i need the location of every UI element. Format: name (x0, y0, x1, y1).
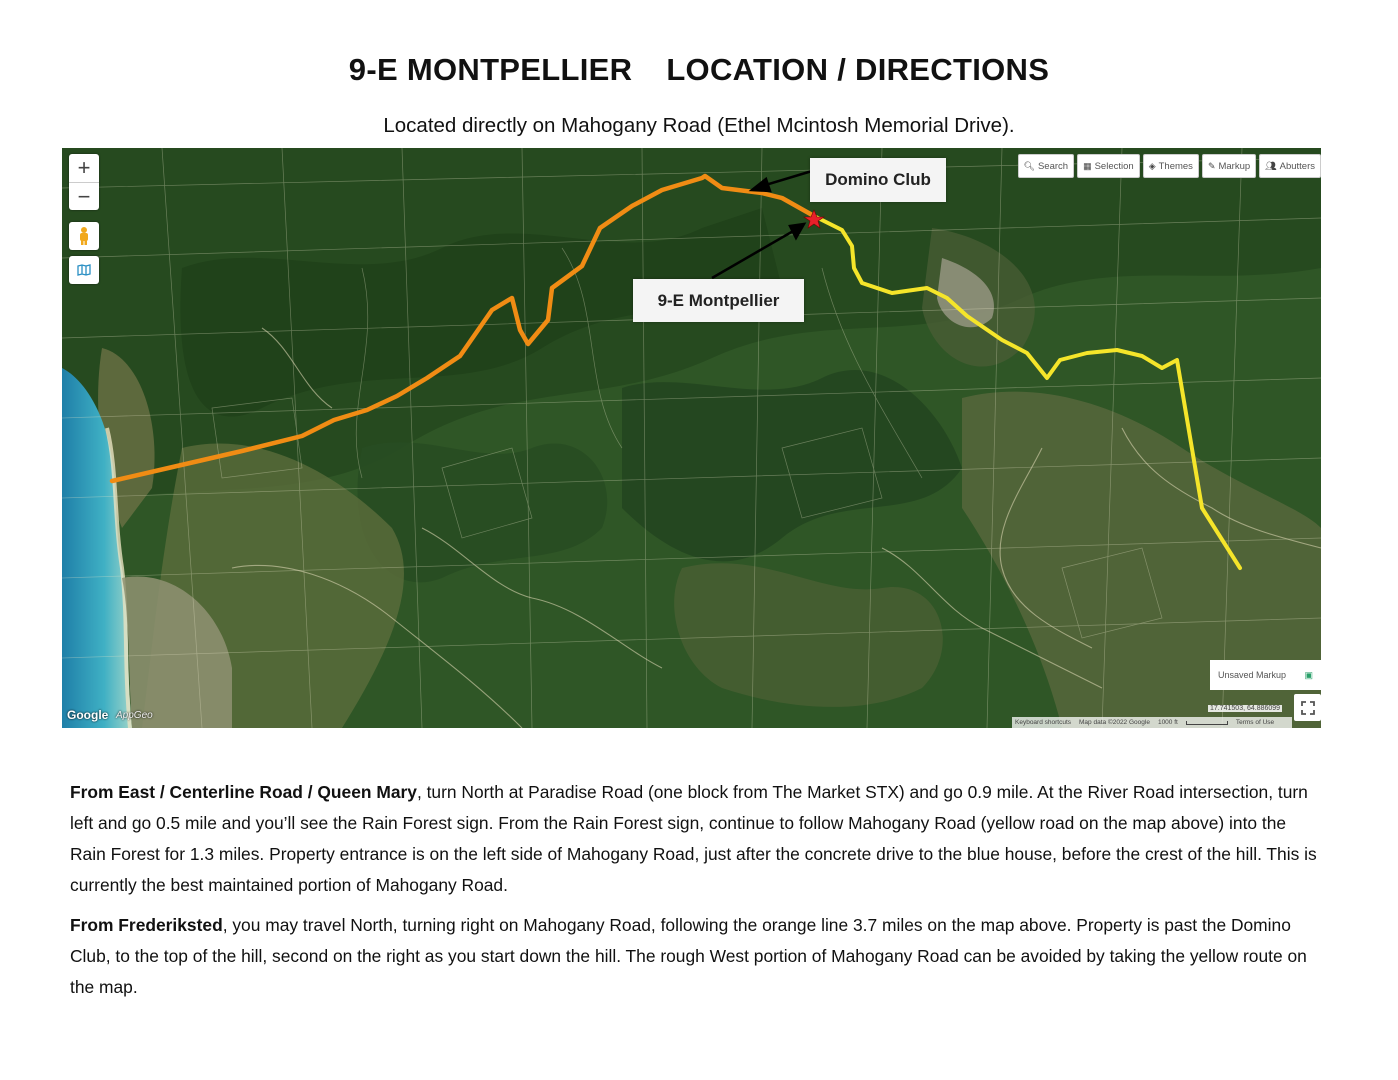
toolbar-label: Abutters (1279, 160, 1315, 172)
coordinate-readout: 17.741503, 64.886099 (1210, 705, 1281, 712)
title-section: LOCATION / DIRECTIONS (666, 52, 1050, 87)
zoom-control (69, 154, 99, 210)
scale-label: 1000 ft (1157, 719, 1178, 726)
map-data-credit: Map data ©2022 Google (1079, 719, 1150, 726)
pencil-icon: ✎ (1207, 160, 1216, 171)
directions-frederiksted-heading: From Frederiksted (70, 915, 223, 935)
map-type-button[interactable] (69, 256, 99, 284)
map-toolbar (1018, 154, 1321, 178)
layers-icon: ◈ (1148, 160, 1156, 171)
property-callout: 9-E Montpellier (633, 279, 804, 322)
fullscreen-button[interactable] (1294, 694, 1321, 721)
toolbar-label: Selection (1094, 160, 1134, 172)
toolbar-label: Search (1037, 160, 1069, 172)
title-property: 9-E MONTPELLIER (348, 52, 633, 87)
zoom-out-button[interactable]: − (77, 184, 91, 209)
appgeo-logo: AppGeo (116, 710, 153, 721)
scale-bar (1186, 721, 1228, 725)
page-title (0, 52, 1398, 88)
map-view[interactable] (62, 148, 1321, 728)
selection-tool-button[interactable] (1077, 154, 1140, 178)
directions-east-heading: From East / Centerline Road / Queen Mary (70, 782, 417, 802)
unsaved-markup-panel[interactable] (1210, 660, 1321, 690)
search-tool-button[interactable] (1018, 154, 1075, 178)
directions-from-frederiksted (70, 910, 1320, 1003)
page-subtitle: Located directly on Mahogany Road (Ethel Mcintosh Memorial Drive). (383, 114, 1015, 137)
themes-tool-button[interactable] (1143, 154, 1199, 178)
terms-link[interactable]: Terms of Use (1235, 719, 1275, 726)
people-icon: 👥︎ (1265, 160, 1277, 171)
directions-frederiksted-text: , you may travel North, turning right on Mahogany Road, following the orange line 3.7 miles on the map above. Property is past the Domino Club, to the top of the hill, second on the right as you start down the hill. The rough West portion of Mahogany Road can be avoided by taking the yellow route on the map. (70, 915, 1307, 997)
toolbar-label: Themes (1158, 160, 1193, 172)
directions-east-text: , turn North at Paradise Road (one block from The Market STX) and go 0.9 mile. At the River Road intersection, turn left and go 0.5 mile and you’ll see the Rain Forest sign. From the Rain Forest sign, continue to follow Mahogany Road (yellow road on the map above) into the Rain Forest for 1.3 miles. Property entrance is on the left side of Mahogany Road, just after the concrete drive to the blue house, before the crest of the hill. This is currently the best maintained portion of Mahogany Road. (70, 782, 1317, 895)
satellite-imagery (62, 148, 1321, 728)
google-logo: Google (67, 708, 109, 722)
search-icon: 🔍︎ (1023, 160, 1035, 171)
fullscreen-icon (1301, 701, 1315, 715)
unsaved-markup-label: Unsaved Markup (1218, 670, 1287, 680)
zoom-in-button[interactable]: + (69, 154, 99, 183)
save-icon[interactable]: ▣ (1304, 669, 1313, 680)
directions-from-east (70, 777, 1320, 901)
grid-icon: ▦ (1083, 160, 1092, 171)
street-view-button[interactable] (69, 222, 99, 250)
toolbar-label: Markup (1218, 160, 1251, 172)
keyboard-shortcuts-link[interactable]: Keyboard shortcuts (1015, 719, 1072, 726)
map-attribution (1012, 717, 1292, 728)
markup-tool-button[interactable] (1202, 154, 1256, 178)
abutters-tool-button[interactable] (1259, 154, 1321, 178)
pegman-icon (77, 226, 91, 246)
map-icon (77, 264, 91, 276)
domino-club-callout: Domino Club (810, 158, 946, 202)
